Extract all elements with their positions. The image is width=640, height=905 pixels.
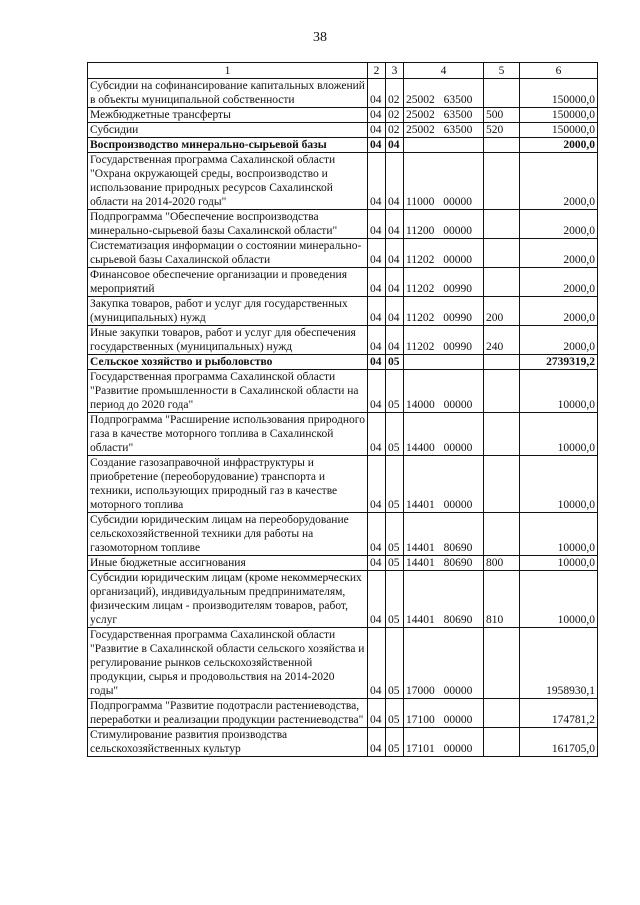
row-section-cell: 04: [368, 153, 386, 210]
row-target-code-cell: 11202 00990: [404, 326, 484, 355]
row-target-code-cell: 17000 00000: [404, 628, 484, 699]
row-target-code-cell: 11000 00000: [404, 153, 484, 210]
row-name-cell: Субсидии: [88, 123, 368, 138]
row-name-cell: Подпрограмма "Расширение использования природного газа в качестве моторного топлива в Сахалинской области": [88, 413, 368, 456]
header-cell: 1: [88, 63, 368, 79]
row-section-cell: 04: [368, 728, 386, 757]
row-expense-type-cell: [484, 370, 520, 413]
table-row: [88, 699, 598, 728]
row-section-cell: 04: [368, 413, 386, 456]
row-name-cell: Воспроизводство минерально-сырьевой базы: [88, 138, 368, 153]
row-target-code-cell: 14400 00000: [404, 413, 484, 456]
row-name-cell: Субсидии юридическим лицам на переоборудование сельскохозяйственной техники для работы на газомоторном топливе: [88, 513, 368, 556]
row-section-cell: 04: [368, 355, 386, 370]
row-section-cell: 04: [368, 268, 386, 297]
row-target-code-cell: 11202 00990: [404, 268, 484, 297]
row-name-cell: Стимулирование развития производства сельскохозяйственных культур: [88, 728, 368, 757]
row-subsection-cell: 04: [386, 210, 404, 239]
row-name-cell: Подпрограмма "Обеспечение воспроизводства минерально-сырьевой базы Сахалинской области": [88, 210, 368, 239]
row-amount-cell: 10000,0: [520, 513, 598, 556]
row-name-cell: Закупка товаров, работ и услуг для государственных (муниципальных) нужд: [88, 297, 368, 326]
table-row: [88, 556, 598, 571]
header-cell: 2: [368, 63, 386, 79]
table-row: [88, 268, 598, 297]
table-row: [88, 108, 598, 123]
row-expense-type-cell: [484, 355, 520, 370]
row-section-cell: 04: [368, 239, 386, 268]
row-subsection-cell: 02: [386, 123, 404, 138]
table-row: [88, 123, 598, 138]
row-section-cell: 04: [368, 297, 386, 326]
row-expense-type-cell: [484, 239, 520, 268]
row-expense-type-cell: [484, 79, 520, 108]
row-name-cell: Государственная программа Сахалинской области "Развитие промышленности в Сахалинской области на период до 2020 года": [88, 370, 368, 413]
row-amount-cell: 2000,0: [520, 297, 598, 326]
table-row: [88, 456, 598, 513]
row-section-cell: 04: [368, 79, 386, 108]
row-subsection-cell: 05: [386, 571, 404, 628]
row-target-code-cell: 17101 00000: [404, 728, 484, 757]
page-number: 38: [313, 30, 327, 45]
row-expense-type-cell: [484, 268, 520, 297]
header-cell: 5: [484, 63, 520, 79]
row-section-cell: 04: [368, 513, 386, 556]
row-target-code-cell: 14401 80690: [404, 556, 484, 571]
row-amount-cell: 1958930,1: [520, 628, 598, 699]
row-name-cell: Подпрограмма "Развитие подотрасли растениеводства, переработки и реализации продукции растениеводства": [88, 699, 368, 728]
row-expense-type-cell: [484, 413, 520, 456]
table-row: [88, 628, 598, 699]
row-expense-type-cell: 800: [484, 556, 520, 571]
row-name-cell: Государственная программа Сахалинской области "Развитие в Сахалинской области сельского хозяйства и регулирование рынков сельскохозяйственной продукции, сырья и продовольствия на 2014-2020 годы": [88, 628, 368, 699]
row-section-cell: 04: [368, 210, 386, 239]
row-section-cell: 04: [368, 138, 386, 153]
row-amount-cell: 174781,2: [520, 699, 598, 728]
row-target-code-cell: 25002 63500: [404, 108, 484, 123]
row-amount-cell: 2000,0: [520, 239, 598, 268]
row-section-cell: 04: [368, 326, 386, 355]
row-expense-type-cell: 500: [484, 108, 520, 123]
row-subsection-cell: 04: [386, 239, 404, 268]
row-amount-cell: 10000,0: [520, 413, 598, 456]
budget-table: [87, 62, 598, 757]
table-row: [88, 355, 598, 370]
row-subsection-cell: 05: [386, 513, 404, 556]
row-amount-cell: 10000,0: [520, 556, 598, 571]
row-subsection-cell: 05: [386, 456, 404, 513]
row-subsection-cell: 05: [386, 413, 404, 456]
row-expense-type-cell: [484, 728, 520, 757]
row-amount-cell: 2000,0: [520, 268, 598, 297]
row-subsection-cell: 05: [386, 628, 404, 699]
row-name-cell: Государственная программа Сахалинской области "Охрана окружающей среды, воспроизводство и использование природных ресурсов Сахалинской области на 2014-2020 годы": [88, 153, 368, 210]
row-subsection-cell: 04: [386, 153, 404, 210]
row-name-cell: Создание газозаправочной инфраструктуры и приобретение (переоборудование) транспорта и техники, использующих природный газ в качестве моторного топлива: [88, 456, 368, 513]
row-subsection-cell: 02: [386, 108, 404, 123]
row-target-code-cell: 25002 63500: [404, 123, 484, 138]
row-subsection-cell: 04: [386, 326, 404, 355]
row-target-code-cell: 11202 00000: [404, 239, 484, 268]
row-subsection-cell: 05: [386, 355, 404, 370]
row-expense-type-cell: 240: [484, 326, 520, 355]
row-subsection-cell: 04: [386, 268, 404, 297]
row-section-cell: 04: [368, 456, 386, 513]
row-expense-type-cell: [484, 210, 520, 239]
row-subsection-cell: 02: [386, 79, 404, 108]
table-row: [88, 239, 598, 268]
row-name-cell: Иные бюджетные ассигнования: [88, 556, 368, 571]
row-target-code-cell: 25002 63500: [404, 79, 484, 108]
row-target-code-cell: 14401 80690: [404, 571, 484, 628]
row-expense-type-cell: [484, 628, 520, 699]
row-target-code-cell: [404, 355, 484, 370]
table-row: [88, 79, 598, 108]
table-row: [88, 210, 598, 239]
row-name-cell: Межбюджетные трансферты: [88, 108, 368, 123]
row-amount-cell: 2739319,2: [520, 355, 598, 370]
table-row: [88, 513, 598, 556]
row-expense-type-cell: [484, 513, 520, 556]
row-amount-cell: 2000,0: [520, 326, 598, 355]
row-amount-cell: 10000,0: [520, 456, 598, 513]
table-row: [88, 326, 598, 355]
row-section-cell: 04: [368, 699, 386, 728]
row-amount-cell: 150000,0: [520, 79, 598, 108]
row-name-cell: Субсидии на софинансирование капитальных вложений в объекты муниципальной собственности: [88, 79, 368, 108]
row-amount-cell: 150000,0: [520, 108, 598, 123]
row-target-code-cell: 11200 00000: [404, 210, 484, 239]
row-amount-cell: 10000,0: [520, 370, 598, 413]
row-expense-type-cell: [484, 456, 520, 513]
row-amount-cell: 150000,0: [520, 123, 598, 138]
row-expense-type-cell: 520: [484, 123, 520, 138]
row-name-cell: Иные закупки товаров, работ и услуг для обеспечения государственных (муниципальных) нужд: [88, 326, 368, 355]
row-expense-type-cell: [484, 138, 520, 153]
table-row: [88, 571, 598, 628]
row-target-code-cell: 11202 00990: [404, 297, 484, 326]
row-section-cell: 04: [368, 628, 386, 699]
row-amount-cell: 2000,0: [520, 153, 598, 210]
row-expense-type-cell: 810: [484, 571, 520, 628]
table-body: [88, 79, 598, 757]
row-target-code-cell: 14000 00000: [404, 370, 484, 413]
row-section-cell: 04: [368, 108, 386, 123]
row-name-cell: Сельское хозяйство и рыболовство: [88, 355, 368, 370]
row-amount-cell: 2000,0: [520, 138, 598, 153]
row-section-cell: 04: [368, 370, 386, 413]
table-row: [88, 138, 598, 153]
table-row: [88, 370, 598, 413]
header-cell: 4: [404, 63, 484, 79]
row-amount-cell: 161705,0: [520, 728, 598, 757]
table-header-row: [88, 63, 598, 79]
row-target-code-cell: 17100 00000: [404, 699, 484, 728]
header-cell: 6: [520, 63, 598, 79]
row-subsection-cell: 05: [386, 699, 404, 728]
row-subsection-cell: 05: [386, 370, 404, 413]
row-expense-type-cell: 200: [484, 297, 520, 326]
row-subsection-cell: 05: [386, 728, 404, 757]
table-row: [88, 413, 598, 456]
header-cell: 3: [386, 63, 404, 79]
row-expense-type-cell: [484, 153, 520, 210]
row-section-cell: 04: [368, 556, 386, 571]
row-section-cell: 04: [368, 571, 386, 628]
row-target-code-cell: 14401 00000: [404, 456, 484, 513]
row-subsection-cell: 05: [386, 556, 404, 571]
table-row: [88, 153, 598, 210]
row-name-cell: Субсидии юридическим лицам (кроме некоммерческих организаций), индивидуальным предпринимателям, физическим лицам - производителям товаров, работ, услуг: [88, 571, 368, 628]
row-amount-cell: 10000,0: [520, 571, 598, 628]
row-expense-type-cell: [484, 699, 520, 728]
table-row: [88, 728, 598, 757]
row-target-code-cell: 14401 80690: [404, 513, 484, 556]
row-section-cell: 04: [368, 123, 386, 138]
row-target-code-cell: [404, 138, 484, 153]
row-subsection-cell: 04: [386, 138, 404, 153]
row-name-cell: Финансовое обеспечение организации и проведения мероприятий: [88, 268, 368, 297]
table-row: [88, 297, 598, 326]
row-subsection-cell: 04: [386, 297, 404, 326]
row-name-cell: Систематизация информации о состоянии минерально-сырьевой базы Сахалинской области: [88, 239, 368, 268]
row-amount-cell: 2000,0: [520, 210, 598, 239]
